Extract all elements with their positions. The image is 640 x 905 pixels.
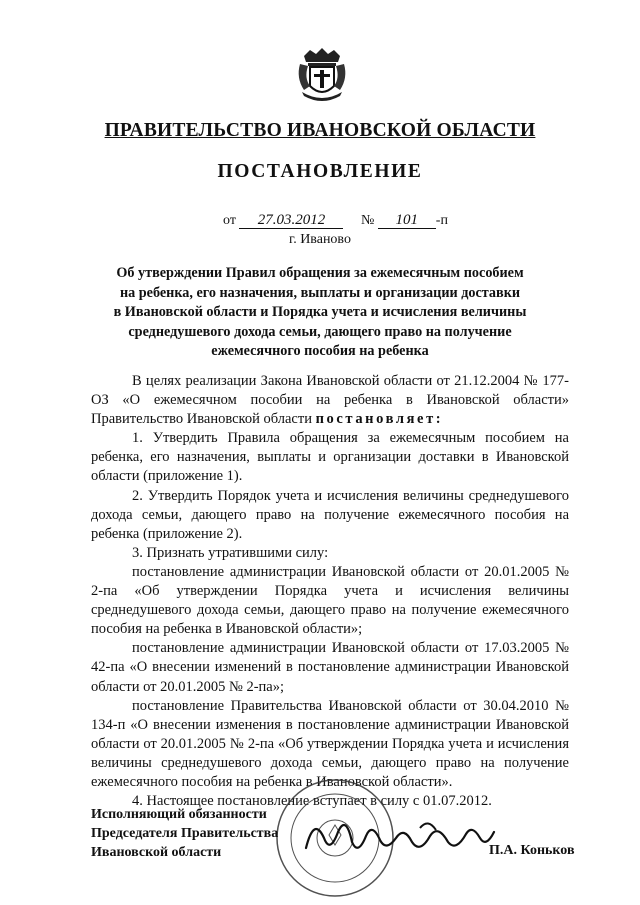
document-date: 27.03.2012 bbox=[239, 212, 343, 229]
government-name: ПРАВИТЕЛЬСТВО ИВАНОВСКОЙ ОБЛАСТИ bbox=[104, 120, 536, 141]
handwritten-signature bbox=[300, 808, 500, 868]
signatory-name: П.А. Коньков bbox=[489, 843, 575, 858]
item-2: 2. Утвердить Порядок учета и исчисления величины среднедушевого дохода семьи, дающего право на получение ежемесячного пособия на ребенка (приложение 2). bbox=[91, 487, 569, 542]
decrees-word: постановляет: bbox=[315, 411, 444, 428]
title-line: на ребенка, его назначения, выплаты и организации доставки bbox=[119, 284, 521, 301]
item-1: 1. Утвердить Правила обращения за ежемесячным пособием на ребенка, его назначения, выплаты и организации доставки в Ивановской области (приложение 1). bbox=[91, 430, 569, 485]
item-3a: постановление администрации Ивановской области от 20.01.2005 № 2-па «Об утверждении Порядка учета и исчисления величины среднедушевого дохода семьи, дающего право на получение ежемесячного пособия на ребенка в Ивановской области»; bbox=[91, 563, 569, 638]
document-body bbox=[91, 372, 569, 811]
item-4: 4. Настоящее постановление вступает в силу с 01.07.2012. bbox=[132, 793, 492, 810]
signatory-line: Исполняющий обязанности bbox=[91, 807, 267, 822]
document-title bbox=[100, 264, 540, 362]
document-number: 101 bbox=[378, 212, 436, 229]
coat-of-arms-icon bbox=[296, 46, 348, 104]
item-3c: постановление Правительства Ивановской области от 30.04.2010 № 134-п «О внесении изменения в постановление администрации Ивановской области от 20.01.2005 № 2-па «Об утверждении Порядка учета и исчисления величины среднедушевого дохода семьи, дающего право на получение ежемесячного пособия на ребенка в Ивановской области». bbox=[91, 697, 569, 790]
number-suffix: -п bbox=[435, 213, 448, 228]
number-sign: № bbox=[360, 213, 375, 228]
document-type: ПОСТАНОВЛЕНИЕ bbox=[217, 161, 423, 182]
signatory-line: Председателя Правительства bbox=[91, 826, 279, 841]
title-line: ежемесячного пособия на ребенка bbox=[211, 343, 429, 360]
signatory-line: Ивановской области bbox=[91, 845, 222, 860]
signatory-position bbox=[91, 805, 278, 862]
date-from-label: от bbox=[223, 213, 236, 228]
item-3: 3. Признать утратившими силу: bbox=[132, 544, 329, 561]
title-line: Об утверждении Правил обращения за ежемесячным пособием bbox=[116, 265, 524, 281]
preamble-paragraph bbox=[91, 372, 569, 429]
city: г. Иваново bbox=[289, 232, 351, 247]
title-line: в Ивановской области и Порядка учета и исчисления величины bbox=[113, 304, 527, 321]
preamble-text: В целях реализации Закона Ивановской области от 21.12.2004 № 177-ОЗ «О ежемесячном пособии на ребенка в Ивановской области» Правительство Ивановской области bbox=[91, 373, 569, 428]
title-line: среднедушевого дохода семьи, дающего право на получение bbox=[128, 323, 512, 340]
item-3b: постановление администрации Ивановской области от 17.03.2005 № 42-па «О внесении изменений в постановление администрации Ивановской области от 20.01.2005 № 2-па»; bbox=[91, 640, 569, 695]
